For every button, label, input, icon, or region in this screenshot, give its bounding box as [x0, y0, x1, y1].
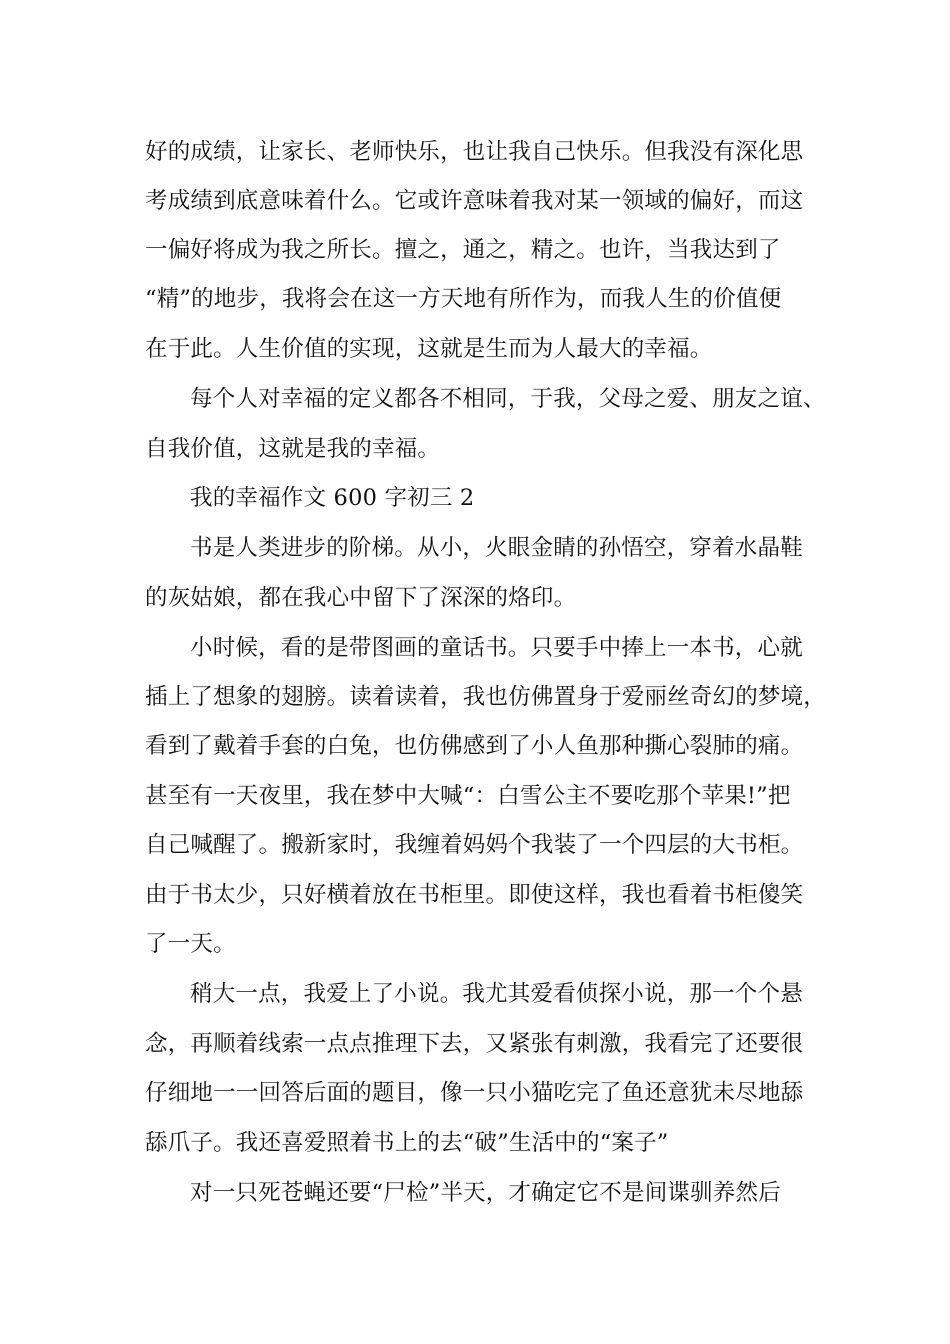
section-title: 我的幸福作文 600 字初三 2 [190, 485, 475, 511]
body-text-line: 由于书太少，只好横着放在书柜里。即使这样，我也看着书柜傻笑 [145, 882, 804, 908]
body-text-line: 一偏好将成为我之所长。擅之，通之，精之。也许，当我达到了 [145, 237, 781, 263]
body-text-line: 自己喊醒了。搬新家时，我缠着妈妈个我装了一个四层的大书柜。 [145, 832, 804, 858]
body-text-line: 在于此。人生价值的实现，这就是生而为人最大的幸福。 [145, 336, 713, 362]
body-text-line: 考成绩到底意味着什么。它或许意味着我对某一领域的偏好，而这 [145, 188, 804, 214]
body-text-line: 好的成绩，让家长、老师快乐，也让我自己快乐。但我没有深化思 [145, 139, 804, 165]
body-text-line: 自我价值，这就是我的幸福。 [145, 436, 441, 462]
paragraph-start-line: 每个人对幸福的定义都各不相同，于我，父母之爱、朋友之谊、 [190, 386, 826, 412]
body-text-line: 了一天。 [145, 931, 236, 957]
paragraph-start-line: 稍大一点，我爱上了小说。我尤其爱看侦探小说，那一个个悬 [190, 981, 803, 1007]
body-text-line: 看到了戴着手套的白兔，也仿佛感到了小人鱼那种撕心裂肺的痛。 [145, 733, 804, 759]
body-text-line: 甚至有一天夜里，我在梦中大喊“：白雪公主不要吃那个苹果!”把 [145, 783, 791, 809]
paragraph-start-line: 小时候，看的是带图画的童话书。只要手中捧上一本书，心就 [190, 635, 803, 661]
body-text-line: 插上了想象的翅膀。读着读着，我也仿佛置身于爱丽丝奇幻的梦境， [145, 684, 827, 710]
body-text-line: “精”的地步，我将会在这一方天地有所作为，而我人生的价值便 [145, 286, 782, 312]
body-text-line: 念，再顺着线索一点点推理下去，又紧张有刺激，我看完了还要很 [145, 1031, 804, 1057]
body-text-line: 的灰姑娘，都在我心中留下了深深的烙印。 [145, 585, 577, 611]
paragraph-start-line: 书是人类进步的阶梯。从小，火眼金睛的孙悟空，穿着水晶鞋 [190, 535, 803, 561]
body-text-line: 仔细地一一回答后面的题目，像一只小猫吃完了鱼还意犹未尽地舔 [145, 1080, 804, 1106]
paragraph-start-line: 对一只死苍蝇还要“尸检”半天，才确定它不是间谍驯养然后 [190, 1180, 781, 1206]
body-text-line: 舔爪子。我还喜爱照着书上的去“破”生活中的“案子” [145, 1130, 669, 1156]
